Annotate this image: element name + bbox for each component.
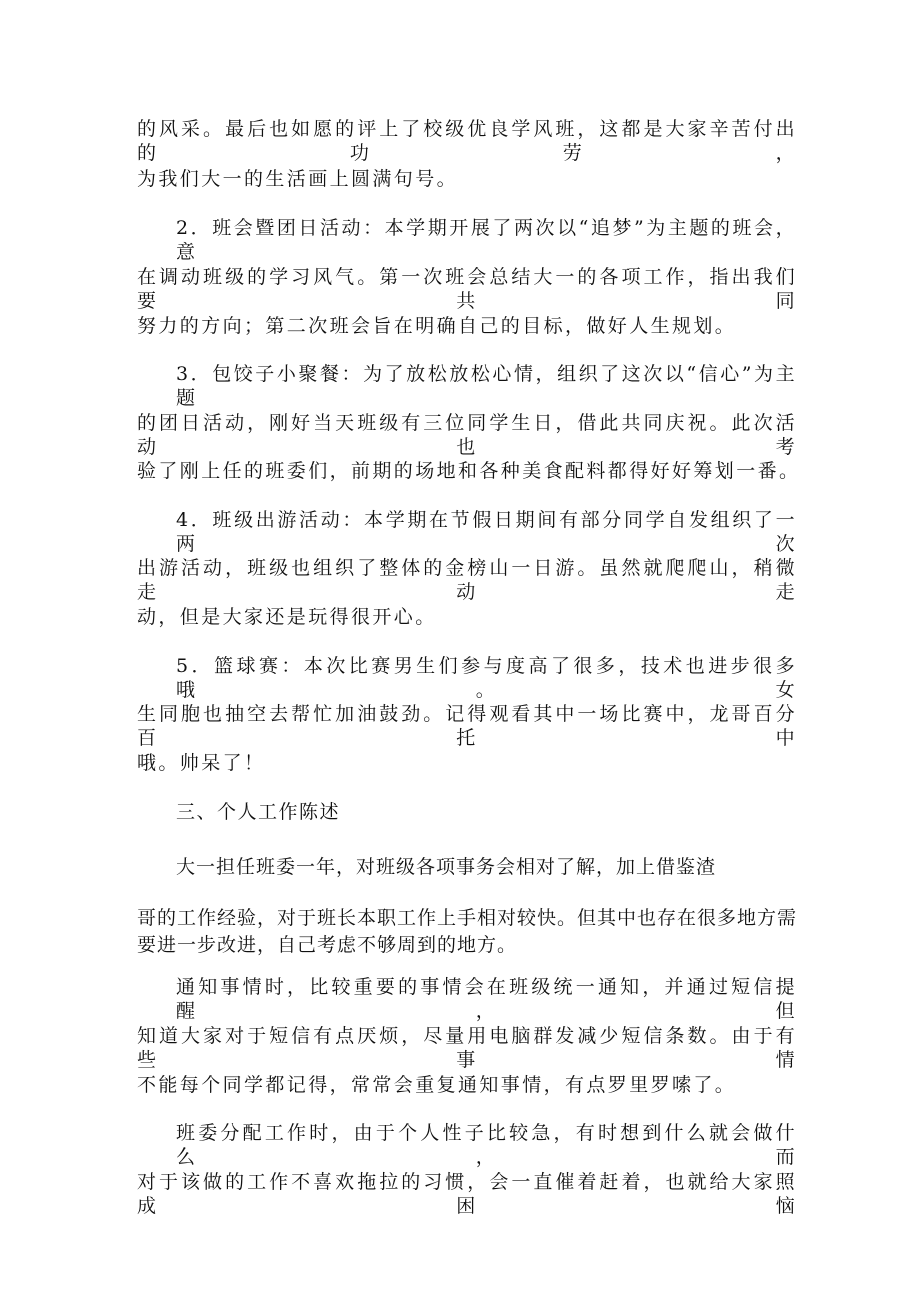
paragraph-line: 生同胞也抽空去帮忙加油鼓劲。记得观看其中一场比赛中，龙哥百分百托中 — [137, 703, 797, 749]
paragraph-line: 3．包饺子小聚餐：为了放松放松心情，组织了这次以“信心”为主题 — [176, 363, 797, 409]
paragraph-line: 为我们大一的生活画上圆满句号。 — [137, 168, 459, 190]
paragraph-line: 大一担任班委一年，对班级各项事务会相对了解，加上借鉴渣 — [176, 856, 717, 878]
paragraph-line: 班委分配工作时，由于个人性子比较急，有时想到什么就会做什么，而 — [176, 1122, 797, 1168]
paragraph-line: 4．班级出游活动：本学期在节假日期间有部分同学自发组织了一两次 — [176, 509, 797, 555]
paragraph-line: 的团日活动，刚好当天班级有三位同学生日，借此共同庆祝。此次活动也考 — [137, 412, 797, 458]
paragraph-line: 努力的方向；第二次班会旨在明确自己的目标，做好人生规划。 — [137, 315, 737, 337]
paragraph-line: 知道大家对于短信有点厌烦，尽量用电脑群发减少短信条数。由于有些事情 — [137, 1025, 797, 1071]
paragraph-line: 动，但是大家还是玩得很开心。 — [137, 606, 437, 628]
paragraph-line: 不能每个同学都记得，常常会重复通知事情，有点罗里罗嗦了。 — [137, 1074, 737, 1096]
section-heading: 三、个人工作陈述 — [176, 801, 341, 823]
paragraph-line: 的风采。最后也如愿的评上了校级优良学风班，这都是大家辛苦付出的功劳， — [137, 118, 797, 164]
paragraph-line: 哦。帅呆了！ — [137, 752, 266, 774]
paragraph-line: 通知事情时，比较重要的事情会在班级统一通知，并通过短信提醒，但 — [176, 976, 797, 1022]
paragraph-line: 要进一步改进，自己考虑不够周到的地方。 — [137, 934, 518, 956]
paragraph-line: 5．篮球赛：本次比赛男生们参与度高了很多，技术也进步很多哦。女 — [176, 655, 797, 701]
paragraph-line: 哥的工作经验，对于班长本职工作上手相对较快。但其中也存在很多地方需 — [137, 907, 798, 929]
paragraph-line: 2．班会暨团日活动：本学期开展了两次以“追梦”为主题的班会，意 — [176, 217, 797, 263]
paragraph-line: 对于该做的工作不喜欢拖拉的习惯，会一直催着赶着，也就给大家照成困恼 — [137, 1171, 797, 1217]
paragraph-line: 在调动班级的学习风气。第一次班会总结大一的各项工作，指出我们要共同 — [137, 266, 797, 312]
paragraph-line: 出游活动，班级也组织了整体的金榜山一日游。虽然就爬爬山，稍微走动走 — [137, 557, 797, 603]
paragraph-line: 验了刚上任的班委们，前期的场地和各种美食配料都得好好筹划一番。 — [137, 460, 801, 482]
